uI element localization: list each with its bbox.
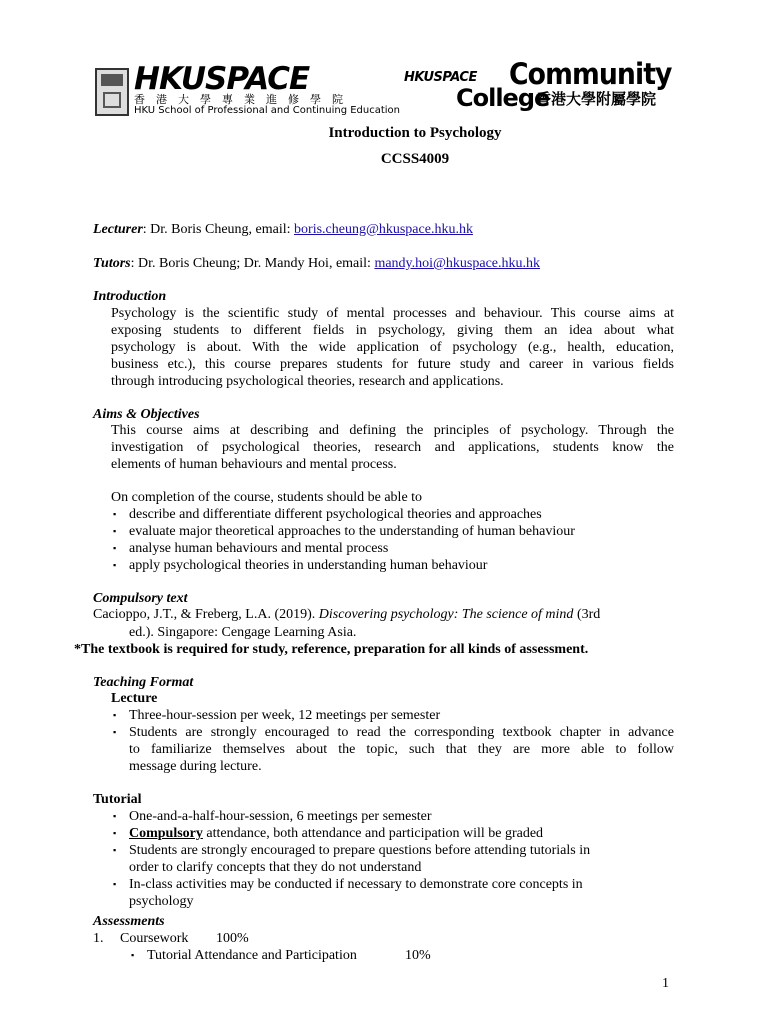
aims-line: This course aims at describing and defining the principles of psychology. Through the	[111, 423, 674, 438]
community-college-chinese: 香港大學附屬學院	[536, 90, 657, 108]
objective-item: analyse human behaviours and mental process	[129, 541, 389, 556]
tutorial-item: In-class activities may be conducted if necessary to demonstrate core concepts in	[129, 877, 583, 892]
assessment-item-number: 1.	[93, 931, 104, 946]
compulsory-emphasis: Compulsory	[129, 826, 203, 841]
hkuspace-chinese-name: 香港大學專業進修學院	[134, 93, 354, 106]
aims-completion: On completion of the course, students should be able to	[111, 490, 423, 505]
intro-line: through introducing psychological theories, research and applications.	[111, 374, 504, 389]
aims-line: investigation of psychological theories, research and applications, students know the	[111, 440, 674, 455]
bullet-icon: ▪	[113, 543, 117, 553]
course-title: Introduction to Psychology	[328, 125, 502, 141]
lecture-item: Students are strongly encouraged to read the corresponding textbook chapter in advance	[129, 725, 674, 740]
bullet-icon: ▪	[113, 845, 117, 855]
assessment-subitem-label: Tutorial Attendance and Participation	[147, 948, 357, 963]
bullet-icon: ▪	[113, 811, 117, 821]
hkuspace-logo: HKUSPACE	[134, 61, 310, 97]
compulsory-text-heading: Compulsory text	[93, 591, 188, 606]
hku-crest-logo	[95, 68, 129, 116]
course-code: CCSS4009	[380, 151, 450, 167]
tutors-line	[93, 255, 540, 272]
aims-heading: Aims & Objectives	[93, 407, 200, 422]
teaching-format-heading: Teaching Format	[93, 675, 194, 690]
tutors-label: Tutors	[93, 256, 131, 271]
lecture-item-continued: to familiarize themselves about the topic, such that they are more able to follow	[129, 742, 674, 757]
bullet-icon: ▪	[113, 560, 117, 570]
tutorial-item-continued: psychology	[129, 894, 194, 909]
lecturer-label: Lecturer	[93, 222, 143, 237]
tutorial-heading: Tutorial	[93, 792, 142, 807]
lecturer-line	[93, 221, 473, 238]
lecture-item-continued: message during lecture.	[129, 759, 262, 774]
assessment-subitem-percent: 10%	[405, 948, 431, 963]
community-college-prefix: HKUSPACE	[404, 70, 477, 85]
intro-line: Psychology is the scientific study of mental processes and behaviour. This course aims at	[111, 306, 674, 321]
tutorial-item: Students are strongly encouraged to prepare questions before attending tutorials in	[129, 843, 591, 858]
textbook-note: *The textbook is required for study, reference, preparation for all kinds of assessment.	[74, 642, 589, 657]
tutors-email-link[interactable]: mandy.hoi@hkuspace.hku.hk	[374, 256, 541, 271]
objective-item: describe and differentiate different psychological theories and approaches	[129, 507, 542, 522]
bullet-icon: ▪	[113, 828, 117, 838]
objective-item: evaluate major theoretical approaches to the understanding of human behaviour	[129, 524, 575, 539]
tutors-text: : Dr. Boris Cheung; Dr. Mandy Hoi, email:	[130, 256, 375, 271]
lecture-item: Three-hour-session per week, 12 meetings per semester	[129, 708, 441, 723]
tutorial-item-text: attendance, both attendance and participation will be graded	[202, 826, 544, 841]
lecture-heading: Lecture	[111, 691, 158, 706]
lecturer-email-link[interactable]: boris.cheung@hkuspace.hku.hk	[294, 222, 473, 237]
community-college-word1: Community	[509, 57, 672, 91]
bullet-icon: ▪	[113, 509, 117, 519]
assessment-item-percent: 100%	[216, 931, 249, 946]
textbook-reference	[93, 606, 600, 623]
community-college-word2: College	[456, 84, 550, 112]
hkuspace-english-name: HKU School of Professional and Continuing Education	[134, 105, 401, 116]
aims-line: elements of human behaviours and mental process.	[111, 457, 397, 472]
assessment-item-label: Coursework	[120, 931, 189, 946]
page-number: 1	[662, 976, 669, 991]
introduction-heading: Introduction	[93, 289, 167, 304]
intro-line: business etc.), this course prepares students for future study and career in various fields	[111, 357, 674, 372]
tutorial-item: One-and-a-half-hour-session, 6 meetings per semester	[129, 809, 432, 824]
reference-edition: (3rd	[573, 607, 601, 622]
tutorial-item	[129, 825, 543, 842]
reference-authors: Cacioppo, J.T., & Freberg, L.A. (2019).	[93, 607, 319, 622]
reference-title: Discovering psychology: The science of mind	[318, 607, 574, 622]
intro-line: exposing students to different fields in psychology, giving them an idea about what	[111, 323, 674, 338]
reference-publisher: ed.). Singapore: Cengage Learning Asia.	[129, 625, 357, 640]
objective-item: apply psychological theories in understanding human behaviour	[129, 558, 488, 573]
intro-line: psychology is about. With the wide application of psychology (e.g., health, education,	[111, 340, 674, 355]
lecturer-text: : Dr. Boris Cheung, email:	[142, 222, 295, 237]
bullet-icon: ▪	[113, 526, 117, 536]
bullet-icon: ▪	[113, 710, 117, 720]
tutorial-item-continued: order to clarify concepts that they do not understand	[129, 860, 422, 875]
bullet-icon: ▪	[131, 950, 135, 960]
bullet-icon: ▪	[113, 727, 117, 737]
assessments-heading: Assessments	[93, 914, 165, 929]
bullet-icon: ▪	[113, 879, 117, 889]
